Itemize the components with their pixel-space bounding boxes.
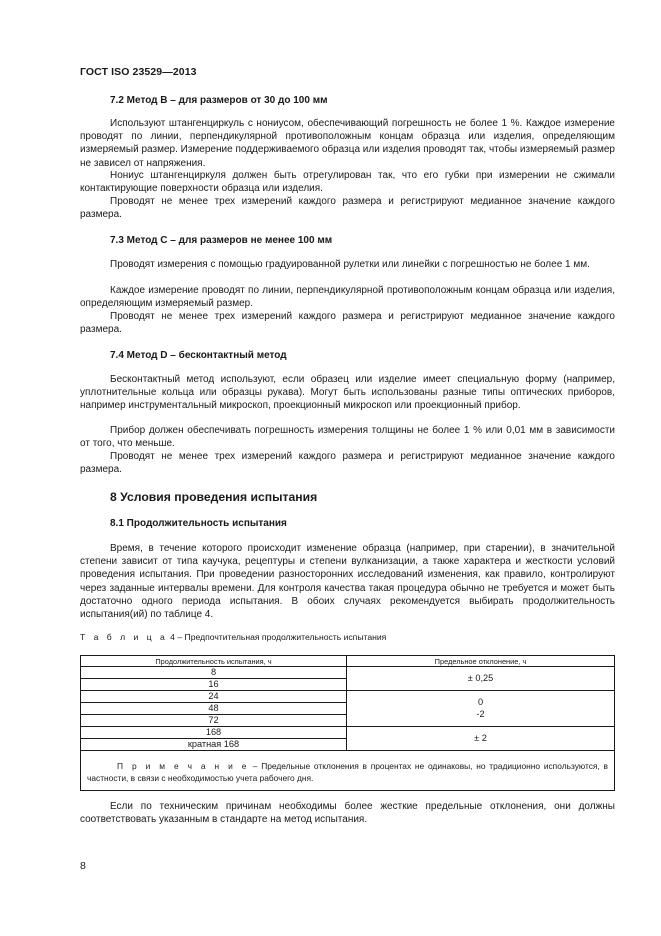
after-table-paragraph: Если по техническим причинам необходимы более жесткие предельные отклонения, они должны соответствовать указанным в стандарте на метод испытания. <box>80 801 615 826</box>
table-4-duration-cell: 168 <box>81 727 347 739</box>
table-4-note <box>81 751 615 791</box>
page-number: 8 <box>80 860 86 872</box>
table-4-caption <box>80 632 386 642</box>
section-8-1-paragraph-1: Время, в течение которого происходит изменение образца (например, при старении), в значительной степени зависит от типа каучука, рецептуры и степени вулканизации, а также характера и жесткости условий проведения испытания. При проведении разносторонних исследований изменения, как правило, контролируют через заданные интервалы времени. Для контроля качества такая процедура обычно не требуется и может быть достаточно одного периода испытания. В обоих случаях рекомендуется выбирать продолжительность испытания(ий) по таблице 4. <box>80 543 615 621</box>
section-7-3-paragraph-2: Каждое измерение проводят по линии, перпендикулярной противоположным концам образца или изделия, определяющим измеряемый размер. <box>80 285 615 310</box>
table-4-header-tolerance: Предельное отклонение, ч <box>347 656 615 667</box>
document-header: ГОСТ ISO 23529—2013 <box>80 66 197 78</box>
table-4-duration-cell: 24 <box>81 691 347 703</box>
table-4-note-label: П р и м е ч а н и е <box>117 761 250 771</box>
table-4-tolerance-lower: -2 <box>476 708 485 719</box>
section-7-2-paragraph-2: Нониус штангенциркуля должен быть отрегулирован так, что его губки при измерении не сжимали контактирующие поверхности образца или изделия. <box>80 170 615 195</box>
section-7-2-paragraph-3: Проводят не менее трех измерений каждого размера и регистрируют медианное значение каждого размера. <box>80 196 615 221</box>
section-7-2-title: 7.2 Метод В – для размеров от 30 до 100 мм <box>110 95 328 106</box>
table-4-header-duration: Продолжительность испытания, ч <box>81 656 347 667</box>
section-7-4-paragraph-3: Проводят не менее трех измерений каждого размера и регистрируют медианное значение каждого размера. <box>80 451 615 476</box>
section-7-4-paragraph-1: Бесконтактный метод используют, если образец или изделие имеет специальную форму (например, уплотнительные кольца или образцы рукава). Могут быть использованы разные типы оптических приборов, например инструментальный микроскоп, проекционный микроскоп или проекционный прибор. <box>80 374 615 412</box>
table-4-tolerance-cell: ± 2 <box>347 727 615 751</box>
section-7-4-paragraph-2: Прибор должен обеспечивать погрешность измерения толщины не более 1 % или 0,01 мм в зависимости от того, что меньше. <box>80 425 615 450</box>
section-8-title: 8 Условия проведения испытания <box>110 490 318 504</box>
table-4-tolerance-cell: ± 0,25 <box>347 667 615 691</box>
table-4-tolerance-upper: 0 <box>477 697 484 707</box>
section-7-4-title: 7.4 Метод D – бесконтактный метод <box>110 350 287 361</box>
table-4-duration-cell: 16 <box>81 679 347 691</box>
table-4-duration-cell: 72 <box>81 715 347 727</box>
section-7-3-paragraph-1: Проводят измерения с помощью градуированной рулетки или линейки с погрешностью не более 1 мм. <box>110 259 590 270</box>
section-8-1-title: 8.1 Продолжительность испытания <box>110 518 287 529</box>
section-7-2-paragraph-1: Используют штангенциркуль с нониусом, обеспечивающий погрешность не более 1 %. Каждое измерение проводят по линии, перпендикулярной противоположным концам образца или изделия, определяющим измеряемый размер. Измерение поддерживаемого образца или изделия проводят так, чтобы измеряемый размер не зависел от напряжения. <box>80 118 615 169</box>
table-4-duration-cell: 8 <box>81 667 347 679</box>
table-4-duration-cell: кратная 168 <box>81 739 347 751</box>
section-7-3-paragraph-3: Проводят не менее трех измерений каждого размера и регистрируют медианное значение каждого размера. <box>80 311 615 336</box>
table-4-tolerance-cell <box>347 691 615 727</box>
table-4-caption-text: 4 – Предпочтительная продолжительность испытания <box>167 632 387 642</box>
table-4-caption-label: Т а б л и ц а <box>80 632 168 642</box>
table-4-duration-cell: 48 <box>81 703 347 715</box>
table-4 <box>80 655 615 791</box>
section-7-3-title: 7.3 Метод С – для размеров не менее 100 мм <box>110 235 333 246</box>
table-4-note-text: – Предельные отклонения в процентах не одинаковы, но традиционно используются, в частности, в связи с необходимостью учета рабочего дня. <box>87 761 608 783</box>
